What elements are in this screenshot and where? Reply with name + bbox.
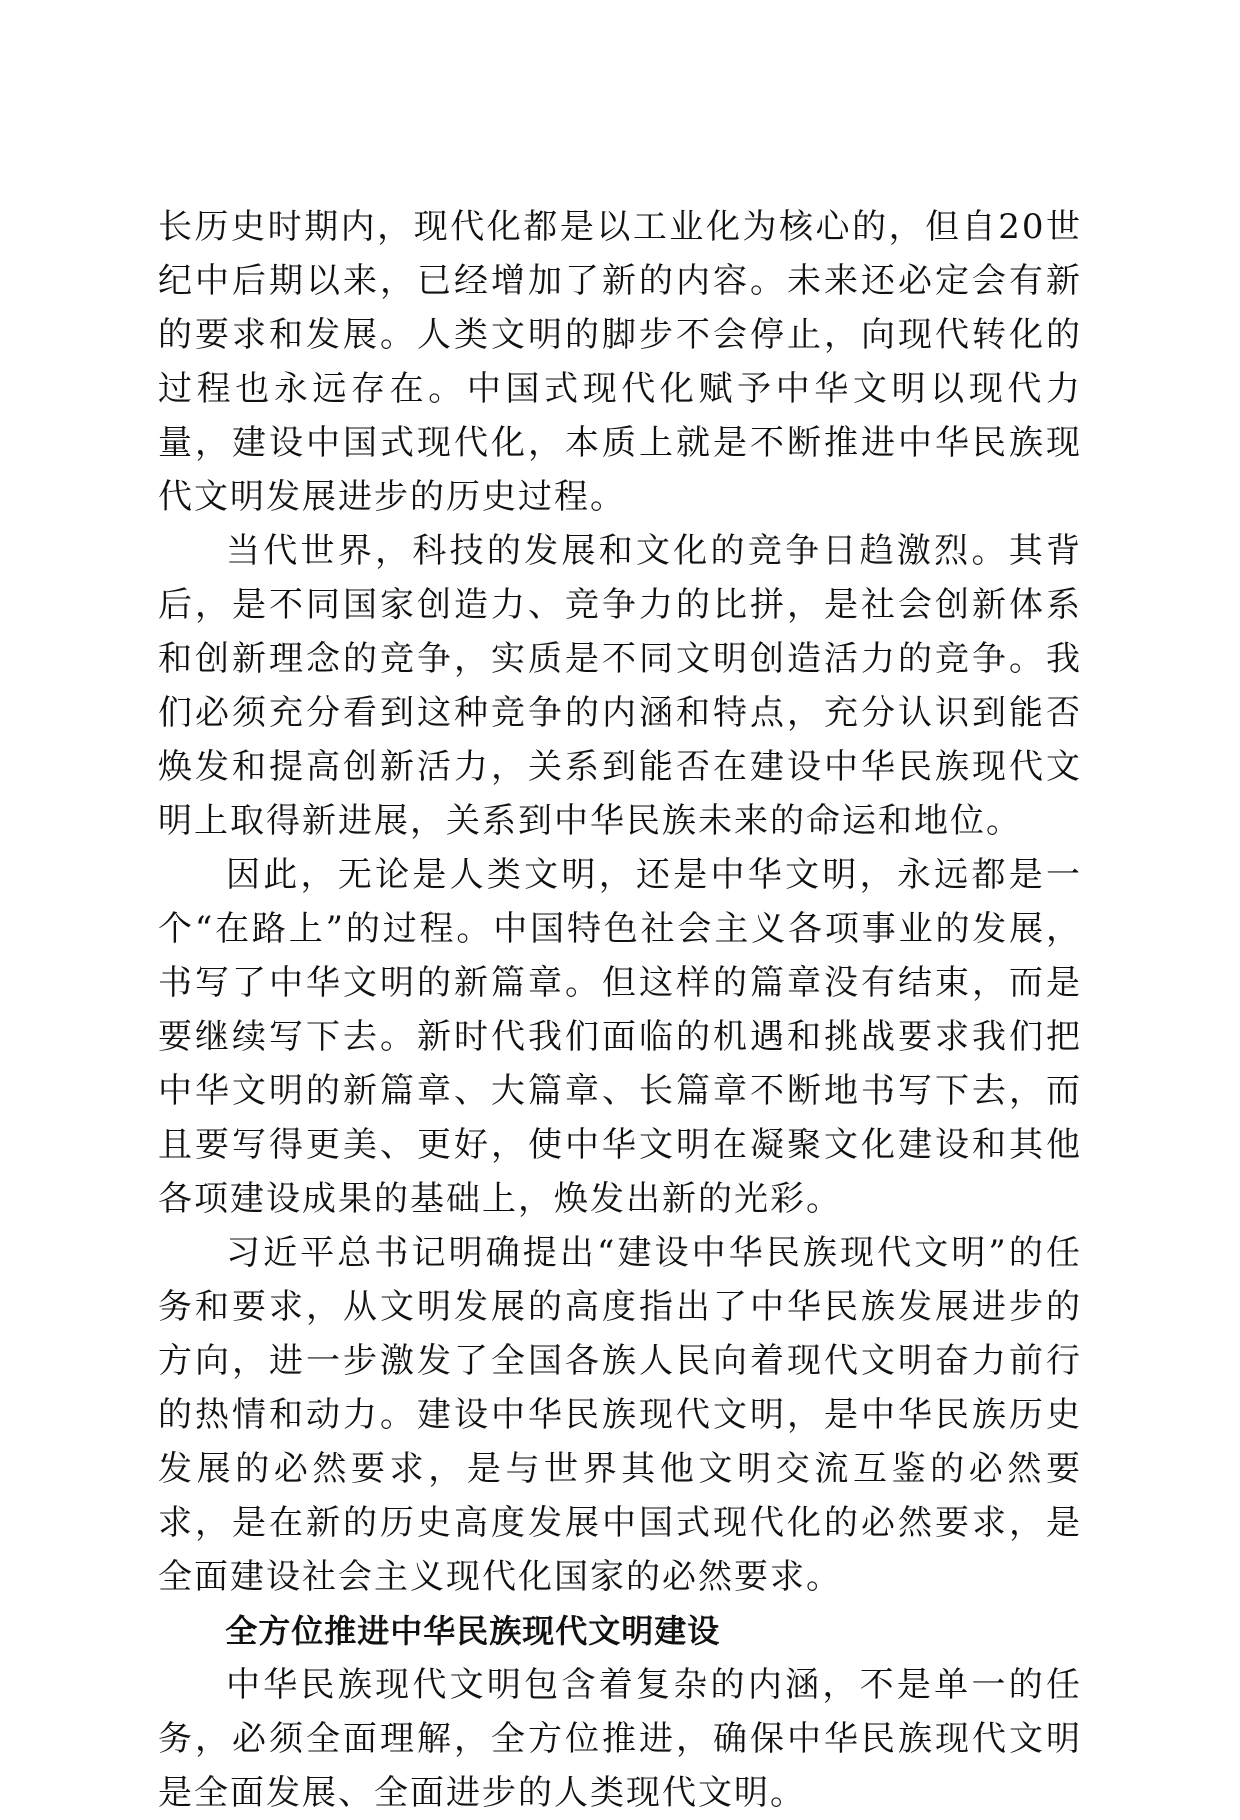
body-paragraph: 当代世界，科技的发展和文化的竞争日趋激烈。其背后，是不同国家创造力、竞争力的比拼，是社会创新体系和创新理念的竞争，实质是不同文明创造活力的竞争。我们必须充分看到这种竞争的内涵和特点，充分认识到能否焕发和提高创新活力，关系到能否在建设中华民族现代文明上取得新进展，关系到中华民族未来的命运和地位。	[158, 531, 1082, 841]
section-heading: 全方位推进中华民族现代文明建设	[225, 1612, 721, 1650]
body-paragraph: 因此，无论是人类文明，还是中华文明，永远都是一个“在路上”的过程。中国特色社会主义各项事业的发展，书写了中华文明的新篇章。但这样的篇章没有结束，而是要继续写下去。新时代我们面临的机遇和挑战要求我们把中华文明的新篇章、大篇章、长篇章不断地书写下去，而且要写得更美、更好，使中华文明在凝聚文化建设和其他各项建设成果的基础上，焕发出新的光彩。	[158, 855, 1082, 1219]
body-paragraph: 中华民族现代文明包含着复杂的内涵，不是单一的任务，必须全面理解，全方位推进，确保中华民族现代文明是全面发展、全面进步的人类现代文明。	[158, 1665, 1082, 1813]
body-paragraph: 长历史时期内，现代化都是以工业化为核心的，但自20世纪中后期以来，已经增加了新的内容。未来还必定会有新的要求和发展。人类文明的脚步不会停止，向现代转化的过程也永远存在。中国式现代化赋予中华文明以现代力量，建设中国式现代化，本质上就是不断推进中华民族现代文明发展进步的历史过程。	[158, 207, 1082, 517]
body-paragraph: 习近平总书记明确提出“建设中华民族现代文明”的任务和要求，从文明发展的高度指出了中华民族发展进步的方向，进一步激发了全国各族人民向着现代文明奋力前行的热情和动力。建设中华民族现代文明，是中华民族历史发展的必然要求，是与世界其他文明交流互鉴的必然要求，是在新的历史高度发展中国式现代化的必然要求，是全面建设社会主义现代化国家的必然要求。	[158, 1233, 1082, 1597]
document-page	[158, 200, 1082, 1820]
